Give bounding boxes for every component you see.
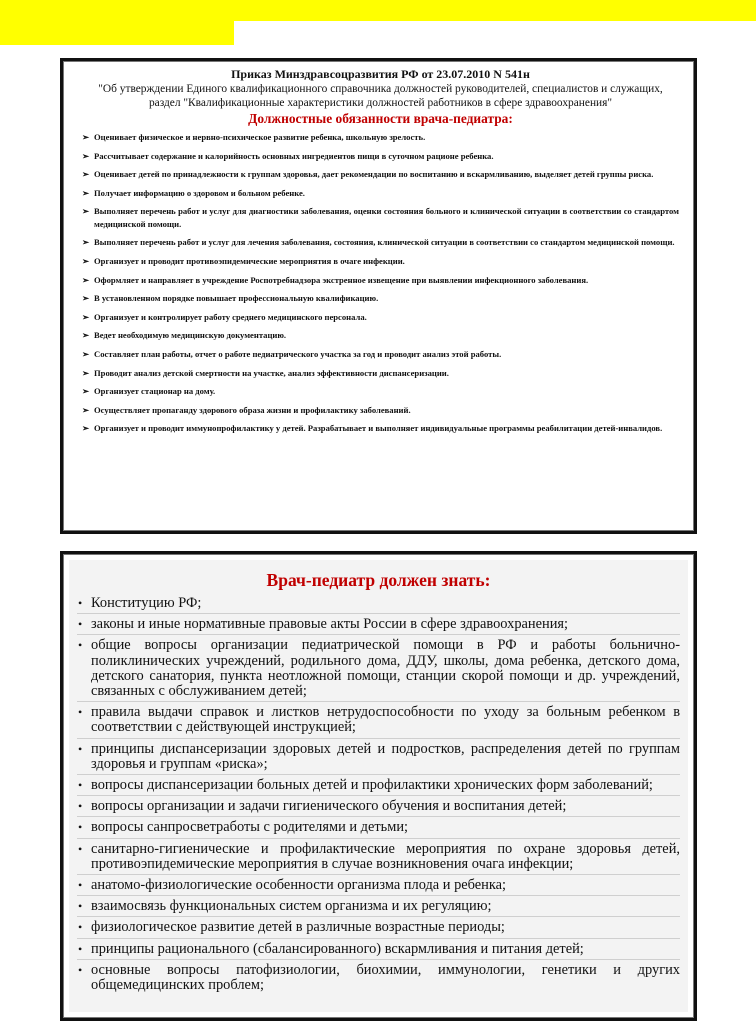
dot-bullet-icon: • [78,899,83,914]
knowledge-item [77,742,680,775]
knowledge-text: правила выдачи справок и листков нетрудоспособности по уходу за больным ребенком в соответствии с действующей инструкцией; [91,704,680,736]
duty-item [82,187,679,199]
duties-panel [63,61,694,531]
duty-text: Проводит анализ детской смертности на участке, анализ эффективности диспансеризации. [94,367,449,378]
knowledge-text: общие вопросы организации педиатрической помощи в РФ и работы больнично-поликлинических учреждений, родильного дома, ДДУ, школы, дома ребенка, детского дома, детского санатория, пункта неотложной помощи, станции скорой помощи и др. учреждений, связанных с обслуживанием детей; [91,637,680,700]
arrow-bullet-icon: ➢ [82,423,90,434]
arrow-bullet-icon: ➢ [82,237,90,248]
duty-text: Организует и контролирует работу среднего медицинского персонала. [94,311,367,322]
duty-item [82,348,679,360]
knowledge-item [77,638,680,702]
dot-bullet-icon: • [78,820,83,835]
duty-text: Организует и проводит противоэпидемические мероприятия в очаге инфекции. [94,255,405,266]
duty-text: Организует стационар на дому. [94,386,216,397]
arrow-bullet-icon: ➢ [82,187,90,198]
knowledge-item [77,963,680,995]
duties-heading: Должностные обязанности врача-педиатра: [248,111,513,126]
knowledge-text: вопросы организации и задачи гигиенического обучения и воспитания детей; [91,798,567,815]
dot-bullet-icon: • [78,778,83,793]
knowledge-text: принципы рационального (сбалансированного) вскармливания и питания детей; [91,940,584,957]
knowledge-item [77,920,680,938]
duty-item [82,236,679,248]
arrow-bullet-icon: ➢ [82,206,90,217]
knowledge-text: санитарно-гигиенические и профилактические мероприятия по охране здоровья детей, противоэпидемические мероприятия в случае возникновения очага инфекции; [91,840,680,872]
dot-bullet-icon: • [78,638,83,653]
dot-bullet-icon: • [78,596,83,610]
arrow-bullet-icon: ➢ [82,293,90,304]
knowledge-item [77,878,680,896]
dot-bullet-icon: • [78,920,83,935]
duties-list [82,131,679,435]
knowledge-item [77,799,680,817]
arrow-bullet-icon: ➢ [82,169,90,180]
knowledge-panel-frame [60,551,697,1021]
duty-item [82,205,679,230]
duty-item [82,329,679,341]
dot-bullet-icon: • [78,941,83,956]
arrow-bullet-icon: ➢ [82,255,90,266]
arrow-bullet-icon: ➢ [82,274,90,285]
duty-item [82,255,679,267]
arrow-bullet-icon: ➢ [82,367,90,378]
knowledge-text: Конституцию РФ; [91,595,202,611]
duties-panel-frame [60,58,697,534]
duties-panel-content [64,62,693,435]
duty-item [82,274,679,286]
arrow-bullet-icon: ➢ [82,404,90,415]
duty-item [82,168,679,180]
knowledge-text: основные вопросы патофизиологии, биохимии, иммунологии, генетики и других общемедицинских проблем; [91,961,680,994]
duty-item [82,150,679,162]
knowledge-text: анатомо-физиологические особенности организма плода и ребенка; [91,877,507,894]
duty-item [82,404,679,416]
duty-text: Выполняет перечень работ и услуг для диагностики заболевания, оценки состояния больного и клинической ситуации в соответствии со стандартом медицинской помощи. [94,206,679,229]
knowledge-panel [63,554,694,1018]
dot-bullet-icon: • [78,705,83,720]
knowledge-item [77,842,680,875]
knowledge-text: законы и иные нормативные правовые акты России в сфере здравоохранения; [91,616,569,633]
knowledge-item [77,899,680,917]
dot-bullet-icon: • [78,799,83,814]
knowledge-item [77,596,680,614]
knowledge-text: вопросы диспансеризации больных детей и профилактики хронических форм заболеваний; [91,777,653,794]
knowledge-panel-content [69,560,688,1012]
duty-text: Оформляет и направляет в учреждение Роспотребнадзора экстренное извещение при выявлении инфекционного заболевания. [94,274,589,285]
knowledge-heading: Врач-педиатр должен знать: [266,570,491,590]
duty-text: Организует и проводит иммунопрофилактику у детей. Разрабатывает и выполняет индивидуальные программы реабилитации детей-инвалидов. [94,423,663,434]
knowledge-item [77,942,680,960]
dot-bullet-icon: • [78,741,83,756]
knowledge-item [77,820,680,838]
duty-item [82,292,679,304]
duty-item [82,367,679,379]
arrow-bullet-icon: ➢ [82,386,90,397]
knowledge-item [77,778,680,796]
duty-text: Выполняет перечень работ и услуг для лечения заболевания, состояния, клинической ситуации в соответствии со стандартом медицинской помощи. [94,237,675,248]
duty-item [82,422,679,434]
dot-bullet-icon: • [78,878,83,893]
duty-text: Рассчитывает содержание и калорийность основных ингредиентов пищи в суточном рационе ребенка. [94,150,494,161]
knowledge-text: принципы диспансеризации здоровых детей и подростков, распределения детей по группам здоровья и группам «риска»; [91,740,680,772]
duty-text: Ведет необходимую медицинскую документацию. [94,330,287,341]
dot-bullet-icon: • [78,962,83,977]
duty-text: В установленном порядке повышает профессиональную квалификацию. [94,293,379,304]
duty-item [82,385,679,397]
arrow-bullet-icon: ➢ [82,311,90,322]
knowledge-item [77,705,680,738]
duty-text: Оценивает физическое и нервно-психическое развитие ребенка, школьную зрелость. [94,132,426,142]
knowledge-text: вопросы санпросветработы с родителями и детьми; [91,819,409,836]
knowledge-text: физиологическое развитие детей в различные возрастные периоды; [91,919,505,936]
order-title: Приказ Минздравсоцразвития РФ от 23.07.2010 N 541н [231,67,530,81]
knowledge-list [77,596,680,995]
knowledge-text: взаимосвязь функциональных систем организма и их регуляцию; [91,898,492,915]
duty-text: Осуществляет пропаганду здорового образа жизни и профилактику заболеваний. [94,404,411,415]
duty-item [82,311,679,323]
duty-text: Получает информацию о здоровом и больном ребенке. [94,187,305,198]
arrow-bullet-icon: ➢ [82,132,90,142]
dot-bullet-icon: • [78,617,83,632]
highlight-tab [0,21,234,45]
highlight-bar [0,0,756,21]
knowledge-item [77,617,680,635]
order-description: "Об утверждении Единого квалификационного справочника должностей руководителей, специалистов и служащих, раздел "Квалификационные характеристики должностей работников в сфере здравоохранения" [98,83,663,109]
duty-item [82,131,679,143]
duty-text: Оценивает детей по принадлежности к группам здоровья, дает рекомендации по воспитанию и вскармливанию, выделяет детей группы риска. [94,169,654,180]
arrow-bullet-icon: ➢ [82,348,90,359]
duty-text: Составляет план работы, отчет о работе педиатрического участка за год и проводит анализ этой работы. [94,348,502,359]
arrow-bullet-icon: ➢ [82,150,90,161]
arrow-bullet-icon: ➢ [82,330,90,341]
dot-bullet-icon: • [78,841,83,856]
